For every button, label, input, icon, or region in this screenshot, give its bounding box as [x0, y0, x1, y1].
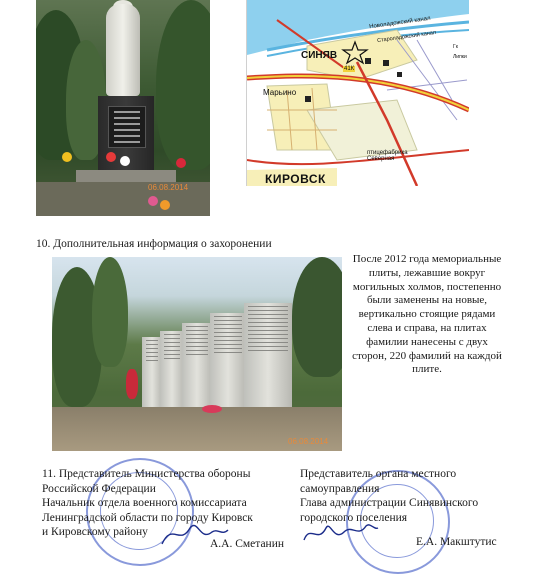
photo-date-stamp: 06.08.2014: [288, 437, 329, 446]
local-gov-line: Представитель органа местного: [300, 468, 457, 480]
local-government-block: [300, 467, 530, 525]
local-gov-signatory-name: Е.А. Макштутис: [416, 536, 497, 548]
memorial-plaque: [108, 106, 146, 148]
map-label-canal-new: Новоладожский канал: [368, 15, 431, 31]
mod-line: Начальник отдела военного комиссариата: [42, 497, 247, 509]
map-label-poultry-farm: птицефабрика Северная: [367, 150, 408, 162]
map-label-road-number: 41К: [344, 66, 355, 72]
memorial-slab: [182, 323, 212, 415]
soldier-statue: [106, 4, 140, 96]
monument-photo: [36, 0, 210, 216]
flowers: [106, 152, 116, 162]
flowers: [120, 156, 130, 166]
burial-description: После 2012 года мемориальные плиты, лежавшие вокруг могильных холмов, постепенно были заменены на новые, вертикально стоящие рядами слева и справа, на плитах фамилии нанесены с двух сторон, 220 фамилий на каждой плите.: [352, 253, 502, 376]
map-label-sinyavino: СИНЯВ: [301, 50, 338, 61]
map-label-lipki: Липки: [453, 54, 467, 60]
local-gov-line: городского поселения: [300, 511, 408, 524]
memorial-slabs-photo: [52, 257, 342, 451]
section-10-title: 10. Дополнительная информация о захоронении: [36, 238, 272, 250]
mod-line: и Кировскому району: [42, 526, 148, 538]
map-marker-icon: [365, 58, 371, 64]
mod-line: Ленинградской области по городу Кировск: [42, 511, 253, 524]
map-marker-icon: [383, 60, 389, 66]
photo-date-stamp: 06.08.2014: [148, 183, 189, 192]
memorial-slab: [160, 331, 184, 411]
map-label-kirovsk: КИРОВСК: [265, 172, 326, 186]
flowers: [148, 196, 158, 206]
local-gov-line: самоуправления: [300, 482, 380, 495]
flowers: [176, 158, 186, 168]
mod-line: 11. Представитель Министерства обороны: [42, 468, 251, 480]
map-label-canal-old: Староладожский канал: [376, 29, 437, 45]
mod-signatory-name: А.А. Сметанин: [210, 538, 285, 550]
map-marker-icon: [305, 96, 311, 102]
map-marker-icon: [397, 72, 402, 77]
map-label-gk: Гк: [453, 44, 458, 50]
mod-line: Российской Федерации: [42, 482, 156, 495]
flowers: [202, 405, 222, 413]
location-map: [246, 0, 469, 186]
flowers: [62, 152, 72, 162]
local-gov-line: Глава администрации Синявинского: [300, 497, 479, 509]
mod-representative-block: [42, 467, 292, 540]
wreath: [126, 369, 138, 399]
memorial-slab: [142, 337, 162, 407]
map-label-maryino: Марьино: [263, 88, 297, 97]
flowers: [160, 200, 170, 210]
